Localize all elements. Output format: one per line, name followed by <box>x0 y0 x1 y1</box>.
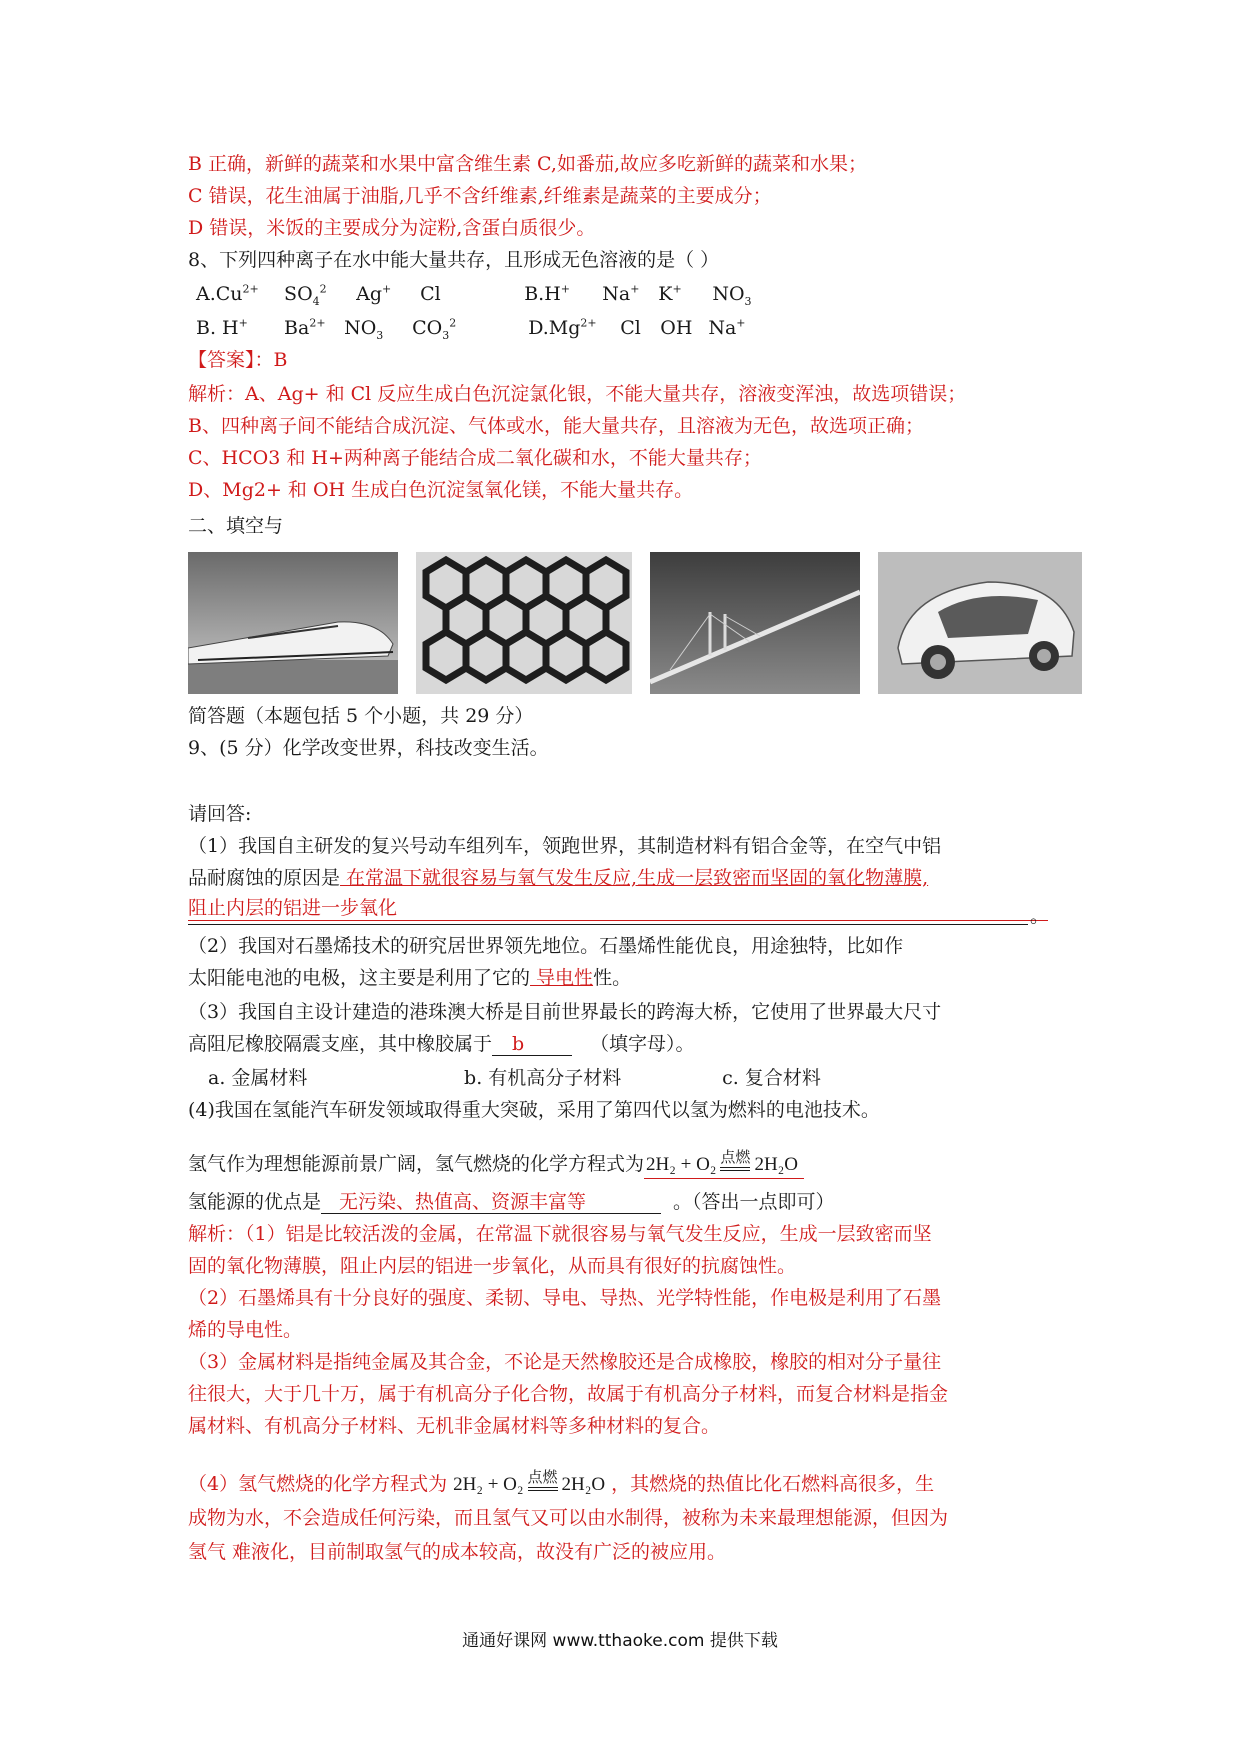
photo-graphene <box>416 552 632 694</box>
q9-stem: 9、(5 分）化学改变世界，科技改变生活。 <box>188 737 549 759</box>
q9-part1-red-underline <box>188 920 1048 921</box>
page-footer: 通通好课网 www.tthaoke.com 提供下载 <box>462 1631 778 1651</box>
equation-right: 2H₂O <box>754 1154 799 1175</box>
analysis-equation: 2H₂ + O₂ 点燃 2H₂O <box>453 1468 606 1495</box>
q9-analysis-7: 属材料、有机高分子材料、无机非金属材料等多种材料的复合。 <box>188 1415 721 1437</box>
q8-analysis-c: C、HCO3 和 H+两种离子能结合成二氧化碳和水，不能大量共存； <box>188 447 762 469</box>
q8-option-b-ion3: K+ <box>658 282 682 305</box>
q8-option-a-ion3: Ag+ <box>356 282 392 305</box>
q8-option-d-ion4: Na+ <box>708 316 746 339</box>
q9-part1-blank <box>188 924 1028 925</box>
q9-part3-answer: b <box>492 1033 572 1056</box>
q9-analysis-4: 烯的导电性。 <box>188 1319 303 1341</box>
q8-option-a-ion2: $SO_4^2$ <box>284 282 327 308</box>
q9-part4-line2: 氢气作为理想能源前景广阔，氢气燃烧的化学方程式为 2H₂ + O₂ 点燃 2H₂O <box>188 1150 804 1179</box>
q8-option-d-ion3: OH <box>660 317 693 339</box>
equation-condition: 点燃 <box>720 1158 750 1172</box>
q9-analysis-9: 成物为水，不会造成任何污染，而且氢气又可以由水制得，被称为未来最理想能源，但因为 <box>188 1507 949 1529</box>
equation-left: 2H₂ + O₂ <box>646 1154 717 1175</box>
q8-analysis-a: 解析：A、Ag+ 和 Cl 反应生成白色沉淀氯化银，不能大量共存，溶液变浑浊，故选项错误； <box>188 383 967 405</box>
q9-part3-line1: （3）我国自主设计建造的港珠澳大桥是目前世界最长的跨海大桥，它使用了世界最大尺寸 <box>188 1001 942 1023</box>
q9-part1-line3 <box>188 894 397 922</box>
q9-part1-answer-b: 阻止内层的铝进一步氧化 <box>188 897 398 919</box>
q9-part4-answer: 无污染、热值高、资源丰富等 <box>321 1191 661 1214</box>
q9-part4-line3: 氢能源的优点是 无污染、热值高、资源丰富等 。（答出一点即可） <box>188 1191 835 1213</box>
q9-part2-answer: 导电性 <box>530 967 594 989</box>
q8-option-c-ion4: $CO_3^2$ <box>412 316 457 342</box>
q9-part1-answer-a: 在常温下就很容易与氧气发生反应,生成一层致密而坚固的氧化物薄膜, <box>340 867 929 889</box>
q9-part4-line1: (4)我国在氢能汽车研发领域取得重大突破，采用了第四代以氢为燃料的电池技术。 <box>188 1099 880 1121</box>
section2-heading: 二、填空与 <box>188 515 284 537</box>
choice-a: a. 金属材料 <box>208 1067 308 1089</box>
q8-analysis-b: B、四种离子间不能结合成沉淀、气体或水，能大量共存，且溶液为无色，故选项正确； <box>188 415 924 437</box>
q9-part2-line2: 太阳能电池的电极，这主要是利用了它的 导电性性。 <box>188 967 632 989</box>
q8-option-a-ion4: Cl <box>420 283 441 305</box>
q8-option-b-ion4: $NO_3$ <box>712 283 752 308</box>
section2-subheading: 简答题（本题包括 5 个小题，共 29 分） <box>188 705 534 727</box>
q9-analysis-3: （2）石墨烯具有十分良好的强度、柔韧、导电、导热、光学特性能，作电极是利用了石墨 <box>188 1287 942 1309</box>
analysis-line-d: D 错误，米饭的主要成分为淀粉,含蛋白质很少。 <box>188 217 596 239</box>
q9-part2-line1: （2）我国对石墨烯技术的研究居世界领先地位。石墨烯性能优良，用途独特，比如作 <box>188 935 904 957</box>
q8-option-c-ion3: $NO_3$ <box>344 317 384 342</box>
photo-sea-bridge <box>650 552 860 694</box>
q8-option-d-ion2: Cl <box>620 317 641 339</box>
q9-prompt: 请回答: <box>188 803 252 825</box>
q9-part3-line2: 高阻尼橡胶隔震支座，其中橡胶属于 b （填字母）。 <box>188 1033 695 1055</box>
q9-equation-blank <box>644 1148 804 1179</box>
q8-stem: 8、下列四种离子在水中能大量共存，且形成无色溶液的是（ ） <box>188 249 720 271</box>
q8-options-row2 <box>196 314 746 342</box>
q8-option-c: B. H+ <box>196 316 248 339</box>
choice-c: c. 复合材料 <box>722 1067 821 1089</box>
q9-analysis-8: （4）氢气燃烧的化学方程式为 2H₂ + O₂ 点燃 2H₂O ，其燃烧的热值比化石燃料高很多，生 <box>188 1468 935 1495</box>
analysis-line-c: C 错误，花生油属于油脂,几乎不含纤维素,纤维素是蔬菜的主要成分； <box>188 185 772 207</box>
q8-answer: 【答案】：B <box>188 349 288 371</box>
q9-part1-line1: （1）我国自主研发的复兴号动车组列车，领跑世界，其制造材料有铝合金等，在空气中铝 <box>188 835 942 857</box>
photo-bullet-train <box>188 552 398 694</box>
choice-b: b. 有机高分子材料 <box>464 1067 622 1089</box>
q8-analysis-d: D、Mg2+ 和 OH 生成白色沉淀氢氧化镁，不能大量共存。 <box>188 479 694 501</box>
q8-option-b-ion2: Na+ <box>602 282 640 305</box>
q8-option-b: B.H+ <box>524 282 570 305</box>
q9-analysis-6: 往很大，大于几十万，属于有机高分子化合物，故属于有机高分子材料，而复合材料是指金 <box>188 1383 949 1405</box>
q9-analysis-5: （3）金属材料是指纯金属及其合金，不论是天然橡胶还是合成橡胶，橡胶的相对分子量往 <box>188 1351 942 1373</box>
analysis-line-b: B 正确，新鲜的蔬菜和水果中富含维生素 C,如番茄,故应多吃新鲜的蔬菜和水果； <box>188 153 867 175</box>
q9-part3-choices <box>208 1064 821 1092</box>
q8-options-row1 <box>196 280 752 308</box>
q8-option-d: $D.Mg^{2+}$ <box>528 316 597 339</box>
q9-part1-end: 。 <box>1030 905 1050 927</box>
q8-option-c-ion2: $Ba^{2+}$ <box>284 316 326 339</box>
q9-part1-line2: 品耐腐蚀的原因是 在常温下就很容易与氧气发生反应,生成一层致密而坚固的氧化物薄膜, <box>188 867 929 889</box>
photo-hydrogen-car <box>878 552 1082 694</box>
q9-analysis-10: 氢气 难液化，目前制取氢气的成本较高，故没有广泛的被应用。 <box>188 1541 727 1563</box>
q9-analysis-2: 固的氧化物薄膜，阻止内层的铝进一步氧化，从而具有很好的抗腐蚀性。 <box>188 1255 797 1277</box>
q9-analysis-1: 解析：（1）铝是比较活泼的金属，在常温下就很容易与氧气发生反应，生成一层致密而坚 <box>188 1223 932 1245</box>
q8-option-a: $A.Cu^{2+}$ <box>196 282 259 305</box>
